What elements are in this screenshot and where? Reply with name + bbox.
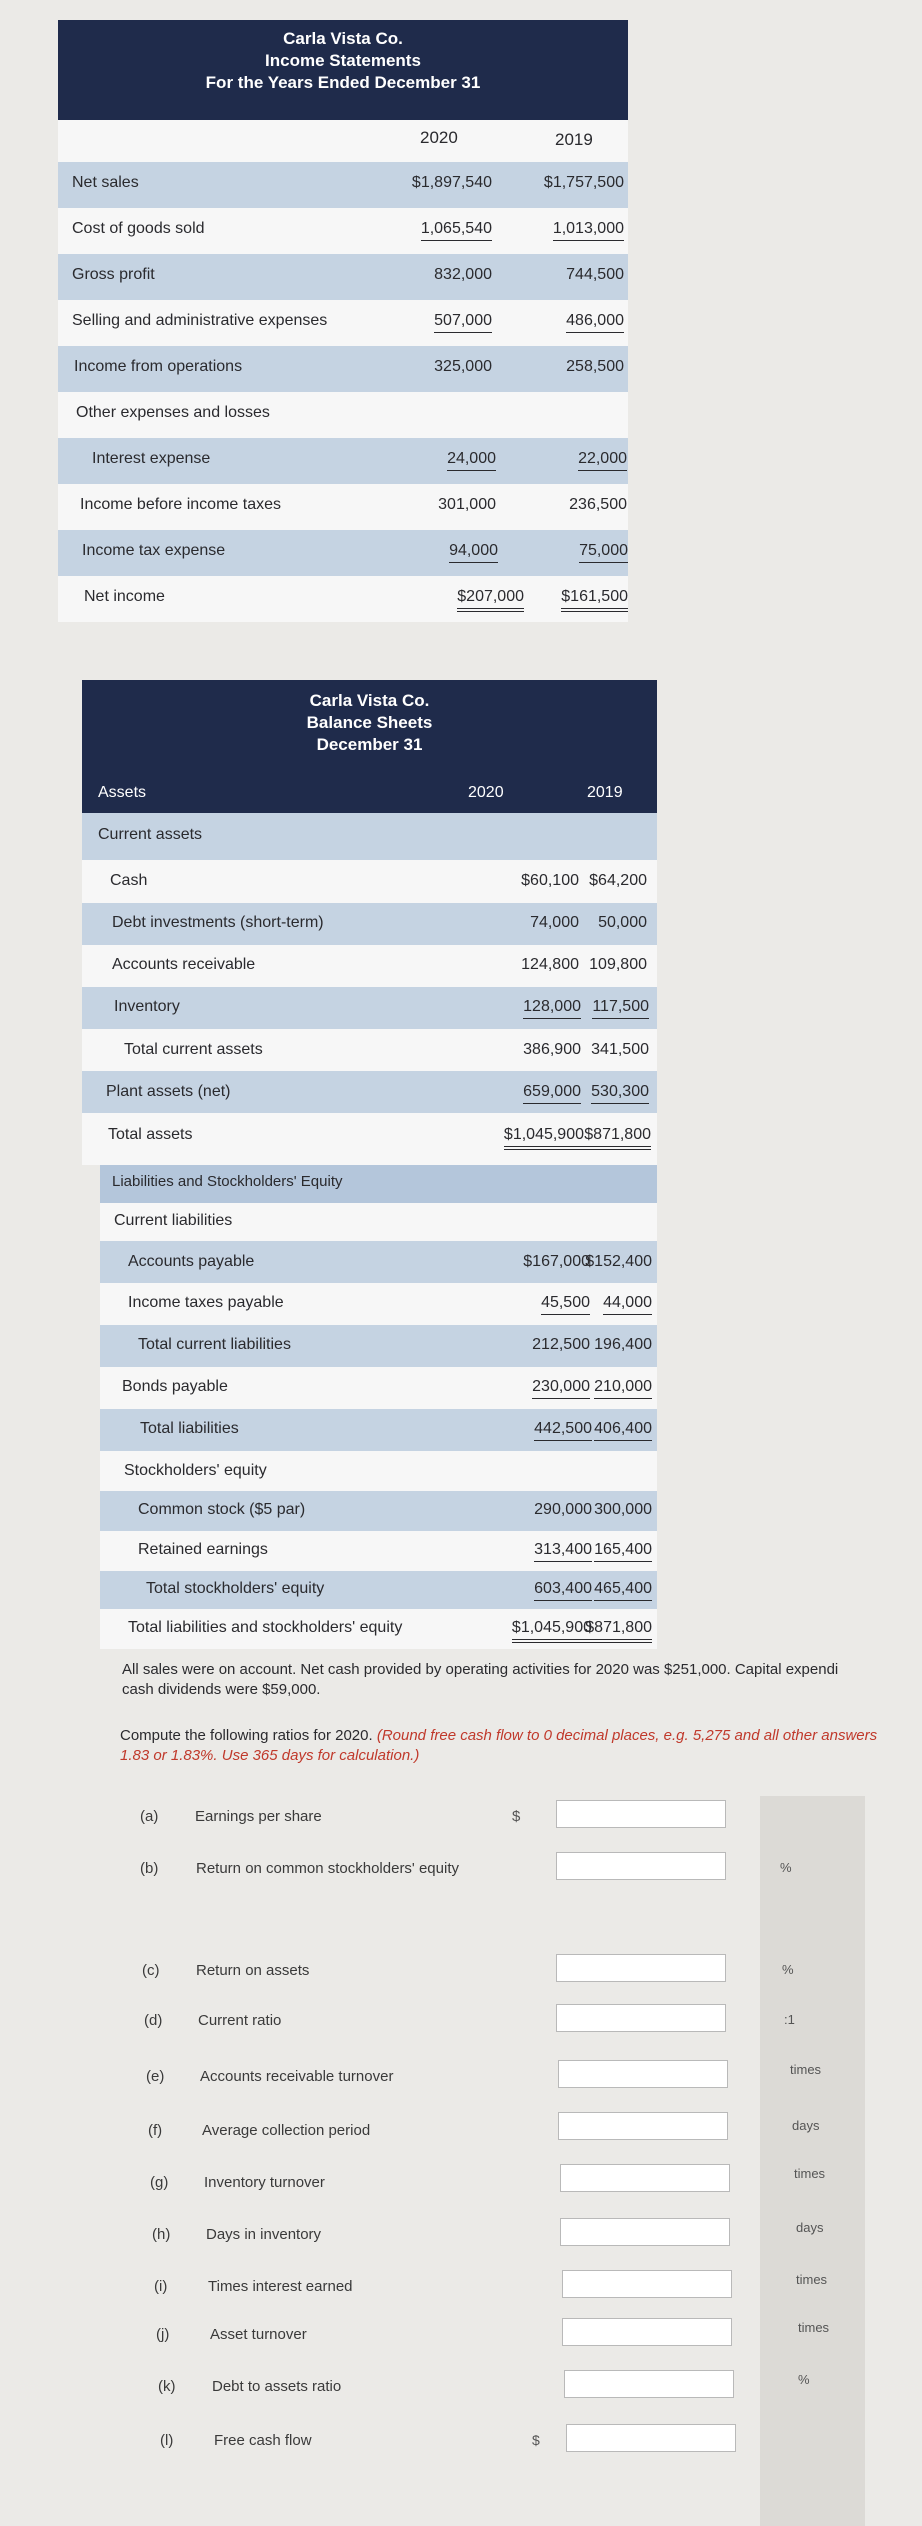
income-row-value-2020: 94,000 [449,542,498,563]
question-unit: times [794,2166,826,2181]
balance-row-value-2020: 659,000 [523,1083,581,1104]
income-col-2020: 2020 [420,128,458,147]
question-letter: (g) [150,2174,169,2191]
balance-row-label: Current assets [98,826,203,843]
income-row-value-2019: $161,500 [561,588,628,612]
asset-turnover-input[interactable] [562,2318,732,2346]
return-on-assets-input[interactable] [556,1954,726,1982]
balance-row-value-2020: 212,500 [532,1336,590,1353]
balance-row-label: Debt investments (short-term) [112,914,324,931]
income-row-label: Selling and administrative expenses [72,312,328,329]
question-letter: (c) [142,1962,160,1979]
income-row-value-2019: 258,500 [566,358,624,375]
question-letter: (j) [156,2326,170,2343]
inventory-turnover-input[interactable] [560,2164,730,2192]
question-unit: :1 [784,2012,795,2027]
balance-row-value-2020: 124,800 [521,956,579,973]
balance-row-value-2020: $1,045,900 [512,1619,592,1643]
question-unit: days [796,2220,824,2235]
balance-row-value-2019: 165,400 [594,1541,652,1562]
balance-row-value-2019: 210,000 [594,1378,652,1399]
balance-col-2019: 2019 [587,784,623,801]
balance-row-value-2020: $1,045,900 [504,1126,584,1150]
balance-row-label: Accounts receivable [112,956,256,973]
balance-row-label: Income taxes payable [128,1294,284,1311]
days-in-inventory-input[interactable] [560,2218,730,2246]
question-label: Return on assets [196,1962,310,1979]
income-title-statement: Income Statements [265,51,421,70]
current-ratio-input[interactable] [556,2004,726,2032]
income-row-label: Net income [84,588,165,605]
balance-col-2020: 2020 [468,784,504,801]
balance-row-value-2020: 313,400 [534,1541,592,1562]
balance-row-value-2019: 109,800 [589,956,647,973]
question-prefix: $ [532,2432,540,2448]
balance-row-value-2019: 300,000 [594,1501,652,1518]
income-row-value-2020: 325,000 [434,358,492,375]
question-letter: (f) [148,2122,163,2139]
balance-row-value-2019: 341,500 [591,1041,649,1058]
times-interest-earned-input[interactable] [562,2270,732,2298]
income-row-value-2019: 22,000 [578,450,627,471]
question-label: Current ratio [198,2012,282,2029]
question-unit: times [796,2272,828,2287]
instructions-main: Compute the following ratios for 2020. [120,1727,373,1744]
balance-title-date: December 31 [316,735,423,754]
instructions [120,1726,920,1766]
balance-row-value-2020: $167,000 [523,1253,590,1270]
balance-row-label: Total stockholders' equity [146,1580,325,1597]
balance-row-label: Accounts payable [128,1253,255,1270]
question-unit: times [798,2320,830,2335]
question-letter: (a) [140,1808,159,1825]
question-letter: (i) [154,2278,168,2295]
income-row-label: Income tax expense [82,542,226,559]
question-unit: % [798,2372,810,2387]
balance-row-value-2020: 74,000 [530,914,579,931]
question-letter: (k) [158,2378,176,2395]
balance-row-label: Total liabilities [140,1420,239,1437]
income-row-label: Net sales [72,174,139,191]
income-row-value-2020: 507,000 [434,312,492,333]
question-letter: (b) [140,1860,159,1877]
question-unit: % [780,1860,792,1875]
balance-title-statement: Balance Sheets [306,713,433,732]
balance-header [82,680,657,780]
balance-row-value-2019: 44,000 [603,1294,652,1315]
question-label: Asset turnover [210,2326,307,2343]
debt-to-assets-input[interactable] [564,2370,734,2398]
balance-row-value-2020: 290,000 [534,1501,592,1518]
balance-row-value-2020: 230,000 [532,1378,590,1399]
return-on-equity-input[interactable] [556,1852,726,1880]
eps-input[interactable] [556,1800,726,1828]
question-letter: (d) [144,2012,163,2029]
question-letter: (l) [160,2432,174,2449]
balance-row-value-2019: 117,500 [592,998,649,1019]
balance-row-value-2019: 406,400 [594,1420,652,1441]
balance-row-value-2019: 465,400 [594,1580,652,1601]
balance-row-label: Total liabilities and stockholders' equity [128,1619,403,1636]
balance-row-value-2019: 530,300 [591,1083,649,1104]
balance-row-label: Bonds payable [122,1378,228,1395]
income-row-value-2020: 24,000 [447,450,496,471]
income-row-value-2020: $1,897,540 [411,174,492,191]
income-title-period: For the Years Ended December 31 [205,73,481,92]
question-label: Accounts receivable turnover [200,2068,394,2085]
income-row-value-2019: $1,757,500 [543,174,624,191]
income-col-header-band [58,120,628,162]
balance-row-label: Stockholders' equity [124,1462,267,1479]
income-row-value-2019: 486,000 [566,312,624,333]
income-title-company: Carla Vista Co. [283,29,403,48]
income-row-value-2019: 75,000 [579,542,628,563]
income-row-value-2019: 1,013,000 [553,220,624,241]
balance-row-value-2020: 386,900 [523,1041,581,1058]
income-row-value-2020: 301,000 [438,496,496,513]
avg-collection-period-input[interactable] [558,2112,728,2140]
balance-row-value-2019: $152,400 [585,1253,652,1270]
balance-row-label: Common stock ($5 par) [138,1501,306,1518]
balance-assets-heading: Assets [98,784,147,801]
balance-row-value-2019: $871,800 [584,1126,651,1150]
question-label: Return on common stockholders' equity [196,1860,459,1877]
balance-row-value-2019: 196,400 [594,1336,652,1353]
balance-row-label: Liabilities and Stockholders' Equity [112,1173,343,1190]
question-unit: days [792,2118,820,2133]
balance-row-label: Retained earnings [138,1541,268,1558]
problem-note-line1: All sales were on account. Net cash provided by operating activities for 2020 was $251,000. Capital expendi [122,1661,839,1678]
balance-row-value-2020: 603,400 [534,1580,592,1601]
income-row-label: Income from operations [74,358,243,375]
question-label: Average collection period [202,2122,371,2139]
ar-turnover-input[interactable] [558,2060,728,2088]
income-row-value-2019: 236,500 [569,496,627,513]
income-row-label: Other expenses and losses [76,404,270,421]
balance-row-value-2020: 442,500 [534,1420,592,1441]
question-letter: (h) [152,2226,171,2243]
question-unit: times [790,2062,822,2077]
balance-row-label: Current liabilities [114,1212,233,1229]
income-col-2019: 2019 [555,130,593,149]
income-row-value-2020: 832,000 [434,266,492,283]
balance-row-value-2020: $60,100 [521,872,579,889]
income-row-label: Cost of goods sold [72,220,205,237]
question-label: Debt to assets ratio [212,2378,342,2395]
income-row-label: Income before income taxes [80,496,281,513]
balance-row-label: Total current liabilities [138,1336,291,1353]
income-row-value-2020: $207,000 [457,588,524,612]
income-row-label: Gross profit [72,266,155,283]
question-label: Free cash flow [214,2432,312,2449]
income-row-value-2019: 744,500 [566,266,624,283]
question-label: Inventory turnover [204,2174,325,2191]
balance-row-label: Plant assets (net) [106,1083,231,1100]
income-row-value-2020: 1,065,540 [421,220,492,241]
instructions-rounding-cont: 1.83 or 1.83%. Use 365 days for calculation.) [120,1747,420,1764]
income-header [58,20,628,120]
balance-row-value-2020: 45,500 [541,1294,590,1315]
balance-row-label: Inventory [114,998,180,1015]
balance-row-label: Total current assets [124,1041,263,1058]
problem-note-line2: cash dividends were $59,000. [122,1681,321,1698]
question-prefix: $ [512,1808,521,1825]
income-row-label: Interest expense [92,450,211,467]
question-unit: % [782,1962,794,1977]
balance-col-header-band [82,775,657,813]
free-cash-flow-input[interactable] [566,2424,736,2452]
instructions-rounding: (Round free cash flow to 0 decimal places, e.g. 5,275 and all other answers [376,1727,878,1744]
balance-row-value-2020: 128,000 [523,998,581,1019]
balance-row-label: Cash [110,872,148,889]
question-label: Days in inventory [206,2226,322,2243]
balance-title-company: Carla Vista Co. [309,691,430,710]
question-label: Times interest earned [208,2278,353,2295]
balance-row-value-2019: 50,000 [598,914,647,931]
question-label: Earnings per share [195,1808,322,1825]
question-letter: (e) [146,2068,165,2085]
balance-row-value-2019: $64,200 [589,872,647,889]
balance-row-value-2019: $871,800 [585,1619,652,1643]
balance-row-label: Total assets [108,1126,193,1143]
problem-note [122,1660,922,1700]
